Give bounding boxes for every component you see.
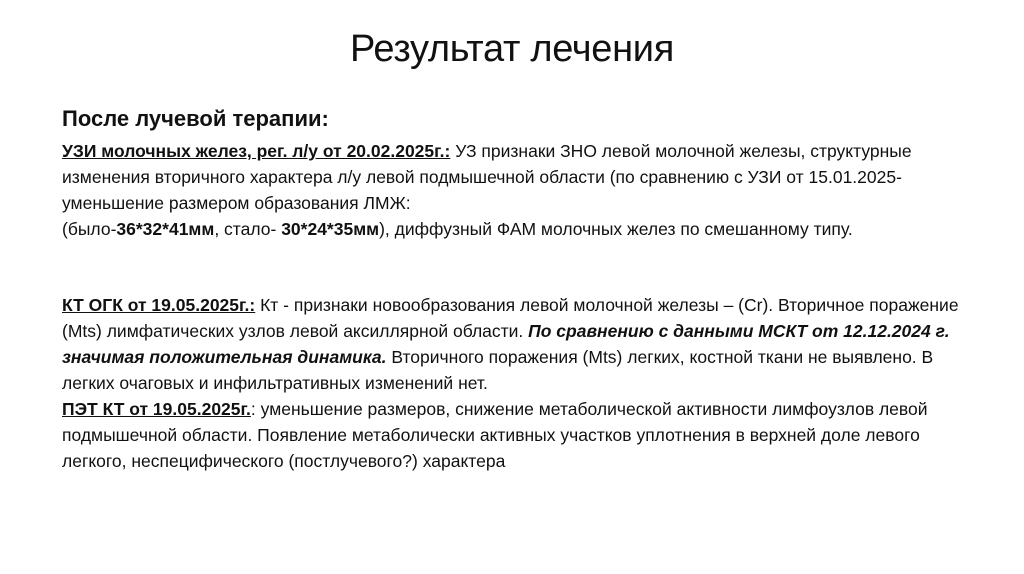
pet-label: ПЭТ КТ от 19.05.2025г.: [62, 399, 251, 419]
uzi-paragraph: [62, 138, 982, 242]
kt-label: КТ ОГК от 19.05.2025г.:: [62, 295, 256, 315]
uzi-text-3: , стало-: [214, 219, 282, 239]
section-subtitle: После лучевой терапии:: [62, 106, 329, 131]
uzi-size-before: 36*32*41мм: [116, 219, 215, 239]
kt-emphasis: По сравнению с данными МСКТ от 12.12.2024 г. значимая положительная динамика.: [62, 321, 950, 367]
uzi-label: УЗИ молочных желез, рег. л/у от 20.02.2025г.:: [62, 141, 451, 161]
kt-text-2: Вторичного поражения (Mts) легких, костной ткани не выявлено. В легких очаговых и инфильтративных изменений нет.: [62, 347, 934, 393]
pet-text-1: : уменьшение размеров, снижение метаболической активности лимфоузлов левой подмышечной области. Появление метаболически активных участков уплотнения в верхней доле левого легкого, неспецифического (постлучевого?) характера: [62, 399, 928, 471]
uzi-text-1: УЗ признаки ЗНО левой молочной железы, структурные изменения вторичного характера л/у левой подмышечной области (по сравнению с УЗИ от 15.01.2025- уменьшение размером образования ЛМЖ:: [62, 141, 912, 213]
paragraph-gap: [62, 242, 982, 292]
kt-paragraph: [62, 292, 982, 396]
uzi-size-after: 30*24*35мм: [281, 219, 380, 239]
kt-text-1: Кт - признаки новообразования левой молочной железы – (Cr). Вторичное поражение (Mts) лимфатических узлов левой аксиллярной области.: [62, 295, 959, 341]
slide-content: [62, 106, 982, 474]
uzi-text-2: (было-: [62, 219, 117, 239]
uzi-text-4: ), диффузный ФАМ молочных желез по смешанному типу.: [379, 219, 853, 239]
pet-paragraph: [62, 396, 982, 474]
slide-title: Результат лечения: [349, 28, 675, 70]
